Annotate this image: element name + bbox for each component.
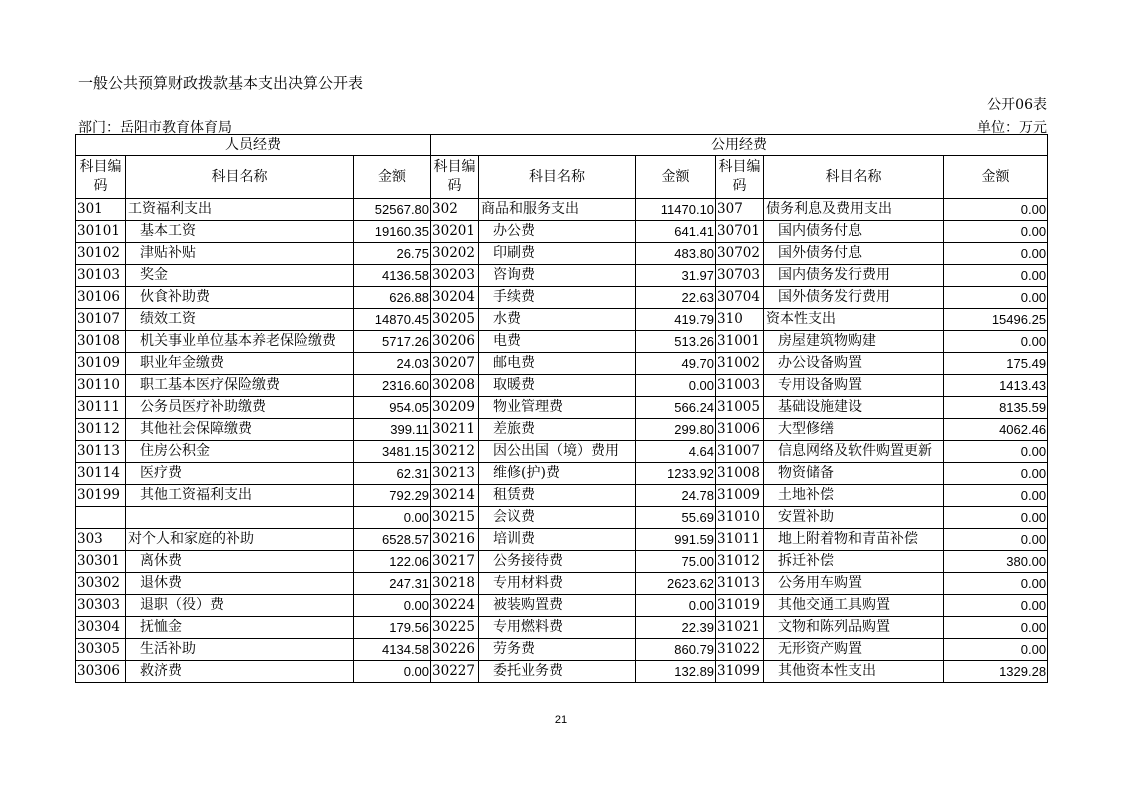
table-row (76, 441, 1048, 463)
name-cell: 信息网络及软件购置更新 (764, 441, 944, 463)
amount-cell: 175.49 (944, 353, 1048, 375)
amount-cell: 75.00 (636, 551, 716, 573)
code-cell: 30101 (76, 221, 126, 243)
code-cell (76, 507, 126, 529)
name-cell: 水费 (479, 309, 636, 331)
name-cell: 差旅费 (479, 419, 636, 441)
name-cell: 专用燃料费 (479, 617, 636, 639)
code-cell: 30217 (431, 551, 479, 573)
name-cell: 基本工资 (126, 221, 354, 243)
name-cell: 地上附着物和青苗补偿 (764, 529, 944, 551)
table-row (76, 617, 1048, 639)
table-row (76, 529, 1048, 551)
code-cell: 30215 (431, 507, 479, 529)
table-row (76, 573, 1048, 595)
code-cell: 31008 (716, 463, 764, 485)
amount-cell: 3481.15 (354, 441, 431, 463)
name-cell: 国内债务发行费用 (764, 265, 944, 287)
amount-cell: 991.59 (636, 529, 716, 551)
amount-cell: 0.00 (944, 529, 1048, 551)
name-cell: 租赁费 (479, 485, 636, 507)
code-cell: 30113 (76, 441, 126, 463)
name-cell: 退职（役）费 (126, 595, 354, 617)
amount-cell: 1413.43 (944, 375, 1048, 397)
amount-cell: 62.31 (354, 463, 431, 485)
code-cell: 30703 (716, 265, 764, 287)
name-cell: 拆迁补偿 (764, 551, 944, 573)
code-cell: 31019 (716, 595, 764, 617)
amount-cell: 0.00 (354, 595, 431, 617)
name-cell: 绩效工资 (126, 309, 354, 331)
amount-cell: 0.00 (944, 265, 1048, 287)
amount-cell: 0.00 (944, 287, 1048, 309)
name-cell: 职业年金缴费 (126, 353, 354, 375)
name-cell: 对个人和家庭的补助 (126, 529, 354, 551)
name-cell: 工资福利支出 (126, 199, 354, 221)
amount-cell: 55.69 (636, 507, 716, 529)
name-cell: 商品和服务支出 (479, 199, 636, 221)
code-cell: 30211 (431, 419, 479, 441)
amount-cell: 0.00 (944, 595, 1048, 617)
amount-cell: 0.00 (944, 463, 1048, 485)
code-cell: 31021 (716, 617, 764, 639)
name-cell: 印刷费 (479, 243, 636, 265)
amount-cell: 49.70 (636, 353, 716, 375)
code-cell: 30199 (76, 485, 126, 507)
name-cell: 伙食补助费 (126, 287, 354, 309)
name-cell: 其他社会保障缴费 (126, 419, 354, 441)
amount-cell: 0.00 (944, 573, 1048, 595)
table-row (76, 331, 1048, 353)
code-cell: 31003 (716, 375, 764, 397)
code-cell: 310 (716, 309, 764, 331)
code-cell: 31007 (716, 441, 764, 463)
table-row (76, 595, 1048, 617)
code-cell: 30701 (716, 221, 764, 243)
code-cell: 301 (76, 199, 126, 221)
amount-cell: 513.26 (636, 331, 716, 353)
code-cell: 30203 (431, 265, 479, 287)
amount-cell: 11470.10 (636, 199, 716, 221)
name-cell: 安置补助 (764, 507, 944, 529)
code-cell: 30226 (431, 639, 479, 661)
amount-cell: 22.63 (636, 287, 716, 309)
name-cell: 奖金 (126, 265, 354, 287)
amount-cell: 626.88 (354, 287, 431, 309)
name-header: 科目名称 (126, 156, 354, 199)
amount-cell: 792.29 (354, 485, 431, 507)
name-cell: 国外债务付息 (764, 243, 944, 265)
name-cell: 公务员医疗补助缴费 (126, 397, 354, 419)
code-cell: 30207 (431, 353, 479, 375)
name-cell: 物资储备 (764, 463, 944, 485)
code-cell: 30224 (431, 595, 479, 617)
name-cell: 公务用车购置 (764, 573, 944, 595)
code-cell: 31002 (716, 353, 764, 375)
name-cell: 住房公积金 (126, 441, 354, 463)
code-cell: 30306 (76, 661, 126, 683)
code-cell: 30114 (76, 463, 126, 485)
name-cell: 土地补偿 (764, 485, 944, 507)
name-cell: 离休费 (126, 551, 354, 573)
name-cell: 劳务费 (479, 639, 636, 661)
code-cell: 30112 (76, 419, 126, 441)
name-cell: 维修(护)费 (479, 463, 636, 485)
code-cell: 31012 (716, 551, 764, 573)
name-cell: 医疗费 (126, 463, 354, 485)
form-number: 公开06表 (987, 97, 1047, 113)
name-cell: 其他工资福利支出 (126, 485, 354, 507)
code-cell: 30213 (431, 463, 479, 485)
name-cell: 专用材料费 (479, 573, 636, 595)
name-cell: 被装购置费 (479, 595, 636, 617)
name-cell: 房屋建筑物购建 (764, 331, 944, 353)
amount-cell: 4.64 (636, 441, 716, 463)
name-cell: 国内债务付息 (764, 221, 944, 243)
amount-cell: 0.00 (944, 199, 1048, 221)
name-cell: 无形资产购置 (764, 639, 944, 661)
name-cell: 机关事业单位基本养老保险缴费 (126, 331, 354, 353)
name-cell: 救济费 (126, 661, 354, 683)
code-cell: 30103 (76, 265, 126, 287)
amount-cell: 0.00 (944, 221, 1048, 243)
amount-cell: 1233.92 (636, 463, 716, 485)
amount-header: 金额 (354, 156, 431, 199)
personnel-expenses-header: 人员经费 (76, 135, 431, 156)
code-cell: 31022 (716, 639, 764, 661)
code-cell: 30205 (431, 309, 479, 331)
amount-header: 金额 (636, 156, 716, 199)
code-cell: 30107 (76, 309, 126, 331)
code-cell: 30218 (431, 573, 479, 595)
code-cell: 31013 (716, 573, 764, 595)
table-row (76, 485, 1048, 507)
name-cell: 咨询费 (479, 265, 636, 287)
code-cell: 31001 (716, 331, 764, 353)
name-cell: 债务利息及费用支出 (764, 199, 944, 221)
column-header-row (76, 156, 1048, 199)
amount-cell: 4136.58 (354, 265, 431, 287)
table-row (76, 353, 1048, 375)
amount-cell: 179.56 (354, 617, 431, 639)
amount-cell: 6528.57 (354, 529, 431, 551)
code-cell: 30704 (716, 287, 764, 309)
table-row (76, 243, 1048, 265)
table-row (76, 551, 1048, 573)
amount-cell: 8135.59 (944, 397, 1048, 419)
amount-cell: 14870.45 (354, 309, 431, 331)
code-cell: 307 (716, 199, 764, 221)
code-cell: 30208 (431, 375, 479, 397)
amount-cell: 0.00 (944, 331, 1048, 353)
name-cell: 专用设备购置 (764, 375, 944, 397)
amount-cell: 860.79 (636, 639, 716, 661)
table-row (76, 397, 1048, 419)
name-cell: 其他资本性支出 (764, 661, 944, 683)
amount-cell: 954.05 (354, 397, 431, 419)
code-header: 科目编码 (76, 156, 126, 199)
page-title: 一般公共预算财政拨款基本支出决算公开表 (78, 74, 364, 92)
amount-cell: 641.41 (636, 221, 716, 243)
amount-cell: 26.75 (354, 243, 431, 265)
table-body (76, 199, 1048, 683)
amount-cell: 299.80 (636, 419, 716, 441)
code-cell: 30301 (76, 551, 126, 573)
name-cell: 文物和陈列品购置 (764, 617, 944, 639)
amount-cell: 1329.28 (944, 661, 1048, 683)
name-cell: 办公设备购置 (764, 353, 944, 375)
amount-cell: 566.24 (636, 397, 716, 419)
amount-cell: 483.80 (636, 243, 716, 265)
code-cell: 30303 (76, 595, 126, 617)
code-cell: 31009 (716, 485, 764, 507)
page-number: 21 (554, 714, 568, 726)
amount-cell: 19160.35 (354, 221, 431, 243)
code-cell: 30225 (431, 617, 479, 639)
amount-cell: 132.89 (636, 661, 716, 683)
amount-cell: 5717.26 (354, 331, 431, 353)
amount-cell: 419.79 (636, 309, 716, 331)
amount-cell: 0.00 (944, 441, 1048, 463)
department-label: 部门：岳阳市教育体育局 (78, 120, 232, 136)
amount-cell: 24.03 (354, 353, 431, 375)
code-cell: 30209 (431, 397, 479, 419)
name-cell (126, 507, 354, 529)
amount-cell: 0.00 (636, 595, 716, 617)
expenditure-table (75, 134, 1048, 683)
code-cell: 31099 (716, 661, 764, 683)
code-cell: 30201 (431, 221, 479, 243)
table-row (76, 463, 1048, 485)
amount-cell: 0.00 (944, 617, 1048, 639)
table-row (76, 375, 1048, 397)
name-cell: 会议费 (479, 507, 636, 529)
name-cell: 退休费 (126, 573, 354, 595)
name-cell: 委托业务费 (479, 661, 636, 683)
table-row (76, 309, 1048, 331)
name-cell: 物业管理费 (479, 397, 636, 419)
table-row (76, 221, 1048, 243)
amount-cell: 22.39 (636, 617, 716, 639)
code-cell: 30204 (431, 287, 479, 309)
amount-cell: 2623.62 (636, 573, 716, 595)
name-cell: 取暖费 (479, 375, 636, 397)
code-cell: 30109 (76, 353, 126, 375)
name-cell: 邮电费 (479, 353, 636, 375)
code-header: 科目编码 (431, 156, 479, 199)
code-cell: 30206 (431, 331, 479, 353)
code-cell: 302 (431, 199, 479, 221)
code-cell: 30110 (76, 375, 126, 397)
name-cell: 国外债务发行费用 (764, 287, 944, 309)
name-header: 科目名称 (764, 156, 944, 199)
name-cell: 生活补助 (126, 639, 354, 661)
name-cell: 公务接待费 (479, 551, 636, 573)
code-cell: 30111 (76, 397, 126, 419)
name-cell: 其他交通工具购置 (764, 595, 944, 617)
name-cell: 资本性支出 (764, 309, 944, 331)
name-cell: 大型修缮 (764, 419, 944, 441)
code-cell: 30302 (76, 573, 126, 595)
code-cell: 30102 (76, 243, 126, 265)
amount-cell: 4062.46 (944, 419, 1048, 441)
amount-cell: 15496.25 (944, 309, 1048, 331)
code-cell: 30702 (716, 243, 764, 265)
amount-cell: 399.11 (354, 419, 431, 441)
code-header: 科目编码 (716, 156, 764, 199)
code-cell: 30216 (431, 529, 479, 551)
amount-cell: 0.00 (944, 507, 1048, 529)
table-row (76, 199, 1048, 221)
public-expenses-header: 公用经费 (431, 135, 1048, 156)
name-cell: 手续费 (479, 287, 636, 309)
amount-cell: 380.00 (944, 551, 1048, 573)
code-cell: 31010 (716, 507, 764, 529)
table-row (76, 661, 1048, 683)
amount-cell: 122.06 (354, 551, 431, 573)
name-cell: 办公费 (479, 221, 636, 243)
name-cell: 培训费 (479, 529, 636, 551)
code-cell: 30304 (76, 617, 126, 639)
table-row (76, 639, 1048, 661)
unit-label: 单位：万元 (977, 120, 1047, 136)
amount-cell: 0.00 (944, 243, 1048, 265)
amount-header: 金额 (944, 156, 1048, 199)
amount-cell: 31.97 (636, 265, 716, 287)
code-cell: 30108 (76, 331, 126, 353)
code-cell: 303 (76, 529, 126, 551)
name-cell: 基础设施建设 (764, 397, 944, 419)
code-cell: 31005 (716, 397, 764, 419)
code-cell: 30227 (431, 661, 479, 683)
table-row (76, 287, 1048, 309)
name-cell: 职工基本医疗保险缴费 (126, 375, 354, 397)
group-header-row (76, 135, 1048, 156)
table-row (76, 265, 1048, 287)
amount-cell: 247.31 (354, 573, 431, 595)
table-row (76, 507, 1048, 529)
amount-cell: 0.00 (636, 375, 716, 397)
name-cell: 电费 (479, 331, 636, 353)
amount-cell: 0.00 (354, 661, 431, 683)
code-cell: 30212 (431, 441, 479, 463)
name-cell: 因公出国（境）费用 (479, 441, 636, 463)
amount-cell: 4134.58 (354, 639, 431, 661)
amount-cell: 0.00 (944, 639, 1048, 661)
code-cell: 30305 (76, 639, 126, 661)
amount-cell: 24.78 (636, 485, 716, 507)
code-cell: 31011 (716, 529, 764, 551)
name-cell: 津贴补贴 (126, 243, 354, 265)
name-header: 科目名称 (479, 156, 636, 199)
name-cell: 抚恤金 (126, 617, 354, 639)
amount-cell: 2316.60 (354, 375, 431, 397)
table-row (76, 419, 1048, 441)
code-cell: 30106 (76, 287, 126, 309)
amount-cell: 0.00 (944, 485, 1048, 507)
amount-cell: 0.00 (354, 507, 431, 529)
code-cell: 31006 (716, 419, 764, 441)
code-cell: 30202 (431, 243, 479, 265)
amount-cell: 52567.80 (354, 199, 431, 221)
code-cell: 30214 (431, 485, 479, 507)
